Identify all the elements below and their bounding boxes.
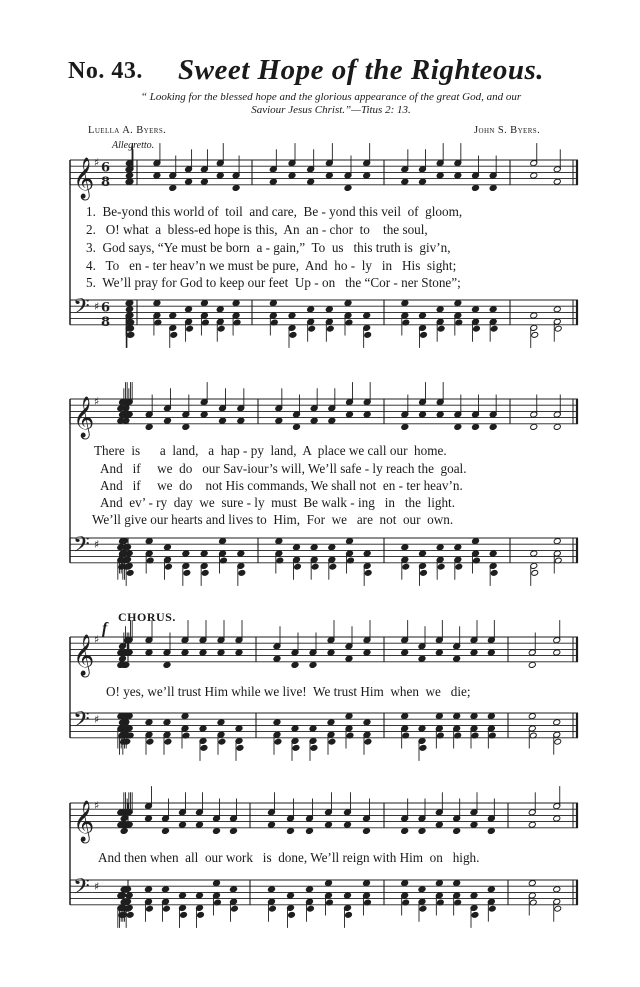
note-head — [289, 332, 297, 339]
note-head — [401, 827, 409, 834]
note-head — [454, 172, 462, 179]
bass-clef: 𝄢 — [73, 707, 90, 738]
note-head — [325, 172, 333, 179]
note-head — [329, 563, 337, 570]
sharp-key-signature: ♯ — [94, 538, 100, 551]
note-head — [344, 821, 352, 828]
note-head — [325, 306, 333, 313]
sharp-key-signature: ♯ — [94, 713, 100, 726]
note-head — [287, 827, 295, 834]
note-head — [472, 423, 480, 430]
note-head — [437, 325, 445, 332]
note-head — [125, 172, 133, 179]
composer-credit: John S. Byers. — [474, 125, 541, 136]
note-head — [217, 719, 225, 726]
note-head — [436, 544, 444, 551]
note-head — [145, 538, 153, 545]
note-head — [275, 417, 283, 424]
note-head — [363, 649, 371, 656]
note-head — [213, 880, 221, 887]
note-head — [346, 538, 354, 545]
treble-clef: 𝄞 — [73, 157, 95, 199]
note-head — [291, 725, 299, 732]
note-head — [237, 417, 245, 424]
note-head — [419, 312, 427, 319]
note-head — [325, 821, 333, 828]
note-head — [126, 570, 134, 577]
note-head — [454, 300, 462, 307]
note-head — [453, 713, 461, 720]
note-head — [237, 550, 245, 557]
note-head — [294, 563, 302, 570]
note-head — [230, 827, 238, 834]
note-head — [268, 886, 276, 893]
note-head — [554, 905, 562, 912]
note-head — [269, 300, 277, 307]
note-head — [232, 300, 240, 307]
note-head — [146, 905, 154, 912]
note-head — [435, 713, 443, 720]
note-head — [470, 713, 478, 720]
chorus-line-2: And then when all our work is done, We’ll reign with Him on high. — [98, 850, 480, 865]
hymn-title: Sweet Hope of the Righteous. — [178, 54, 545, 86]
note-head — [344, 892, 352, 899]
note-head — [309, 661, 317, 668]
note-head — [126, 912, 134, 919]
note-head — [418, 827, 426, 834]
note-head — [363, 411, 371, 418]
note-head — [471, 912, 479, 919]
note-head — [145, 423, 153, 430]
note-head — [453, 880, 461, 887]
note-head — [145, 886, 153, 893]
note-head — [554, 738, 562, 745]
note-head — [164, 417, 172, 424]
note-head — [401, 300, 409, 307]
note-head — [436, 172, 444, 179]
verse-3-line-2: And if we do not His commands, We shall not en - ter heav’n. — [100, 478, 463, 493]
note-head — [420, 332, 428, 339]
note-head — [418, 725, 426, 732]
note-head — [268, 821, 276, 828]
note-head — [293, 423, 301, 430]
note-head — [554, 325, 562, 332]
note-head — [528, 661, 536, 668]
note-head — [307, 306, 315, 313]
note-head — [153, 172, 161, 179]
note-head — [345, 912, 353, 919]
note-head — [435, 821, 443, 828]
epigraph-line-1: “ Looking for the blessed hope and the glorious appearance of the great God, and our — [140, 91, 522, 103]
note-head — [307, 905, 315, 912]
note-head — [437, 563, 445, 570]
note-head — [401, 713, 409, 720]
note-head — [363, 172, 371, 179]
note-head — [531, 570, 539, 577]
note-head — [553, 178, 561, 185]
note-head — [364, 570, 372, 577]
sharp-key-signature: ♯ — [94, 799, 100, 812]
note-head — [217, 649, 225, 656]
note-head — [311, 563, 319, 570]
note-head — [230, 886, 238, 893]
note-head — [219, 538, 227, 545]
note-head — [310, 417, 318, 424]
note-head — [274, 738, 282, 745]
note-head — [402, 563, 410, 570]
treble-clef: 𝄞 — [73, 396, 95, 438]
note-head — [436, 411, 444, 418]
note-head — [163, 905, 171, 912]
verse-3-line-1: 3. God says, “Ye must be born a - gain,” To us this truth is giv’n, — [86, 240, 451, 255]
note-head — [162, 827, 170, 834]
note-head — [401, 880, 409, 887]
note-head — [125, 178, 133, 185]
note-head — [419, 905, 427, 912]
note-head — [197, 912, 205, 919]
note-head — [293, 544, 301, 551]
note-head — [401, 178, 409, 185]
note-head — [269, 905, 277, 912]
note-head — [236, 745, 244, 752]
note-head — [201, 570, 209, 577]
epigraph-line-2: Saviour Jesus Christ.”—Titus 2: 13. — [251, 104, 411, 116]
note-head — [235, 649, 243, 656]
note-head — [490, 325, 498, 332]
note-head — [363, 550, 371, 557]
note-head — [472, 184, 480, 191]
note-head — [186, 325, 194, 332]
note-head — [489, 550, 497, 557]
note-head — [163, 719, 171, 726]
note-head — [183, 570, 191, 577]
note-head — [328, 417, 336, 424]
note-head — [418, 655, 426, 662]
note-head — [164, 738, 172, 745]
forte-marking: f — [102, 620, 108, 637]
note-head — [470, 892, 478, 899]
sharp-key-signature: ♯ — [94, 633, 100, 646]
note-head — [489, 306, 497, 313]
note-head — [344, 184, 352, 191]
verse-1-line-1: 1. Be-yond this world of toil and care, Be - yond this veil of gloom, — [86, 204, 463, 219]
note-head — [553, 815, 561, 822]
note-head — [288, 312, 296, 319]
verse-2-line-1: 2. O! what a bless-ed hope is this, An an - chor to the soul, — [86, 222, 428, 237]
note-head — [470, 649, 478, 656]
note-head — [308, 325, 316, 332]
note-head — [182, 550, 190, 557]
sharp-key-signature: ♯ — [94, 395, 100, 408]
hymn-number: No. 43. — [68, 58, 143, 84]
note-head — [185, 306, 193, 313]
note-head — [436, 306, 444, 313]
note-head — [401, 544, 409, 551]
note-head — [200, 178, 208, 185]
note-head — [162, 886, 170, 893]
note-head — [363, 827, 371, 834]
note-head — [125, 300, 133, 307]
note-head — [553, 306, 561, 313]
note-head — [288, 912, 296, 919]
note-head — [165, 563, 173, 570]
note-head — [273, 719, 281, 726]
note-head — [179, 821, 187, 828]
note-head — [216, 306, 224, 313]
note-head — [119, 655, 127, 662]
note-head — [125, 306, 133, 313]
note-head — [489, 184, 497, 191]
note-head — [530, 172, 538, 179]
note-head — [528, 880, 536, 887]
note-head — [199, 725, 207, 732]
note-head — [401, 423, 409, 430]
note-head — [275, 538, 283, 545]
note-head — [419, 745, 427, 752]
note-head — [401, 649, 409, 656]
note-head — [310, 544, 318, 551]
note-head — [435, 649, 443, 656]
note-head — [325, 880, 333, 887]
note-head — [420, 570, 428, 577]
note-head — [473, 325, 481, 332]
note-head — [120, 827, 128, 834]
note-head — [487, 713, 495, 720]
note-head — [553, 719, 561, 726]
note-head — [231, 905, 239, 912]
note-head — [269, 178, 277, 185]
note-head — [454, 423, 462, 430]
treble-clef: 𝄞 — [73, 800, 95, 842]
note-head — [472, 538, 480, 545]
sharp-key-signature: ♯ — [94, 300, 100, 313]
note-head — [200, 300, 208, 307]
note-head — [419, 550, 427, 557]
note-head — [196, 821, 204, 828]
note-head — [235, 725, 243, 732]
bass-clef: 𝄢 — [73, 294, 90, 325]
note-head — [199, 649, 207, 656]
time-signature-top: 6 — [101, 160, 111, 176]
note-head — [287, 892, 295, 899]
note-head — [216, 172, 224, 179]
note-head — [126, 332, 134, 339]
note-head — [487, 649, 495, 656]
time-signature-bottom: 8 — [101, 174, 111, 190]
note-head — [363, 880, 371, 887]
tempo-marking: Allegretto. — [112, 140, 155, 151]
sharp-key-signature: ♯ — [94, 156, 100, 169]
note-head — [163, 661, 171, 668]
note-head — [328, 738, 336, 745]
note-head — [164, 544, 172, 551]
time-signature-top: 6 — [101, 300, 111, 316]
note-head — [146, 738, 154, 745]
note-head — [292, 745, 300, 752]
note-head — [472, 306, 480, 313]
note-head — [419, 178, 427, 185]
note-head — [153, 300, 161, 307]
note-head — [364, 738, 372, 745]
note-head — [345, 655, 353, 662]
note-head — [328, 544, 336, 551]
note-head — [306, 827, 314, 834]
note-head — [327, 649, 335, 656]
bass-clef: 𝄢 — [73, 532, 90, 563]
note-head — [553, 649, 561, 656]
note-head — [327, 325, 335, 332]
note-head — [487, 886, 495, 893]
note-head — [180, 912, 188, 919]
note-head — [185, 178, 193, 185]
note-head — [530, 312, 538, 319]
note-head — [217, 325, 225, 332]
verse-5-line-2: We’ll give our hearts and lives to Him, For we are not our own. — [92, 512, 454, 527]
note-head — [309, 725, 317, 732]
note-head — [218, 738, 226, 745]
note-head — [489, 423, 497, 430]
note-head — [489, 905, 497, 912]
note-head — [200, 550, 208, 557]
verse-4-line-1: 4. To en - ter heav’n we must be pure, And ho - ly in His sight; — [86, 258, 457, 273]
note-head — [125, 892, 133, 899]
note-head — [273, 655, 281, 662]
note-head — [487, 827, 495, 834]
note-head — [528, 713, 536, 720]
note-head — [364, 332, 372, 339]
time-signature-bottom: 8 — [101, 314, 111, 330]
note-head — [232, 184, 240, 191]
note-head — [307, 178, 315, 185]
note-head — [435, 880, 443, 887]
note-head — [530, 550, 538, 557]
note-head — [455, 563, 463, 570]
note-head — [310, 745, 318, 752]
sharp-key-signature: ♯ — [94, 880, 100, 893]
lyricist-credit: Luella A. Byers. — [88, 125, 167, 136]
note-head — [200, 411, 208, 418]
note-head — [169, 184, 177, 191]
note-head — [145, 719, 153, 726]
note-head — [169, 312, 177, 319]
note-head — [219, 417, 227, 424]
note-head — [531, 332, 539, 339]
note-head — [418, 886, 426, 893]
verse-5-line-1: 5. We’ll pray for God to keep our feet Up - on the “Cor - ner Stone”; — [86, 275, 461, 290]
treble-clef: 𝄞 — [73, 634, 95, 676]
note-head — [288, 172, 296, 179]
verse-2-line-2: And if we do our Sav-iour’s will, We’ll safe - ly reach the goal. — [100, 461, 467, 476]
note-head — [145, 815, 153, 822]
bass-clef: 𝄢 — [73, 874, 90, 905]
note-head — [196, 892, 204, 899]
note-head — [327, 719, 335, 726]
note-head — [553, 423, 561, 430]
note-head — [200, 745, 208, 752]
chorus-label: CHORUS. — [118, 610, 176, 624]
note-head — [530, 423, 538, 430]
note-head — [528, 821, 536, 828]
verse-1-line-2: There is a land, a hap - py land, A place we call our home. — [94, 443, 447, 458]
note-head — [170, 332, 178, 339]
note-head — [419, 411, 427, 418]
note-head — [346, 411, 354, 418]
note-head — [363, 312, 371, 319]
chorus-line-1: O! yes, we’ll trust Him while we live! We trust Him when we die; — [106, 684, 471, 699]
note-head — [179, 892, 187, 899]
note-head — [470, 821, 478, 828]
note-head — [181, 713, 189, 720]
note-head — [291, 661, 299, 668]
note-head — [182, 423, 190, 430]
note-head — [553, 886, 561, 893]
note-head — [345, 713, 353, 720]
note-head — [453, 655, 461, 662]
note-head — [238, 570, 246, 577]
note-head — [453, 827, 461, 834]
note-head — [454, 544, 462, 551]
verse-4-line-2: And ev’ - ry day we sure - ly must Be walk - ing in the light. — [100, 495, 456, 510]
note-head — [213, 827, 221, 834]
note-head — [553, 538, 561, 545]
note-head — [306, 886, 314, 893]
note-head — [181, 649, 189, 656]
note-head — [145, 649, 153, 656]
note-head — [490, 570, 498, 577]
note-head — [363, 719, 371, 726]
note-head — [344, 300, 352, 307]
